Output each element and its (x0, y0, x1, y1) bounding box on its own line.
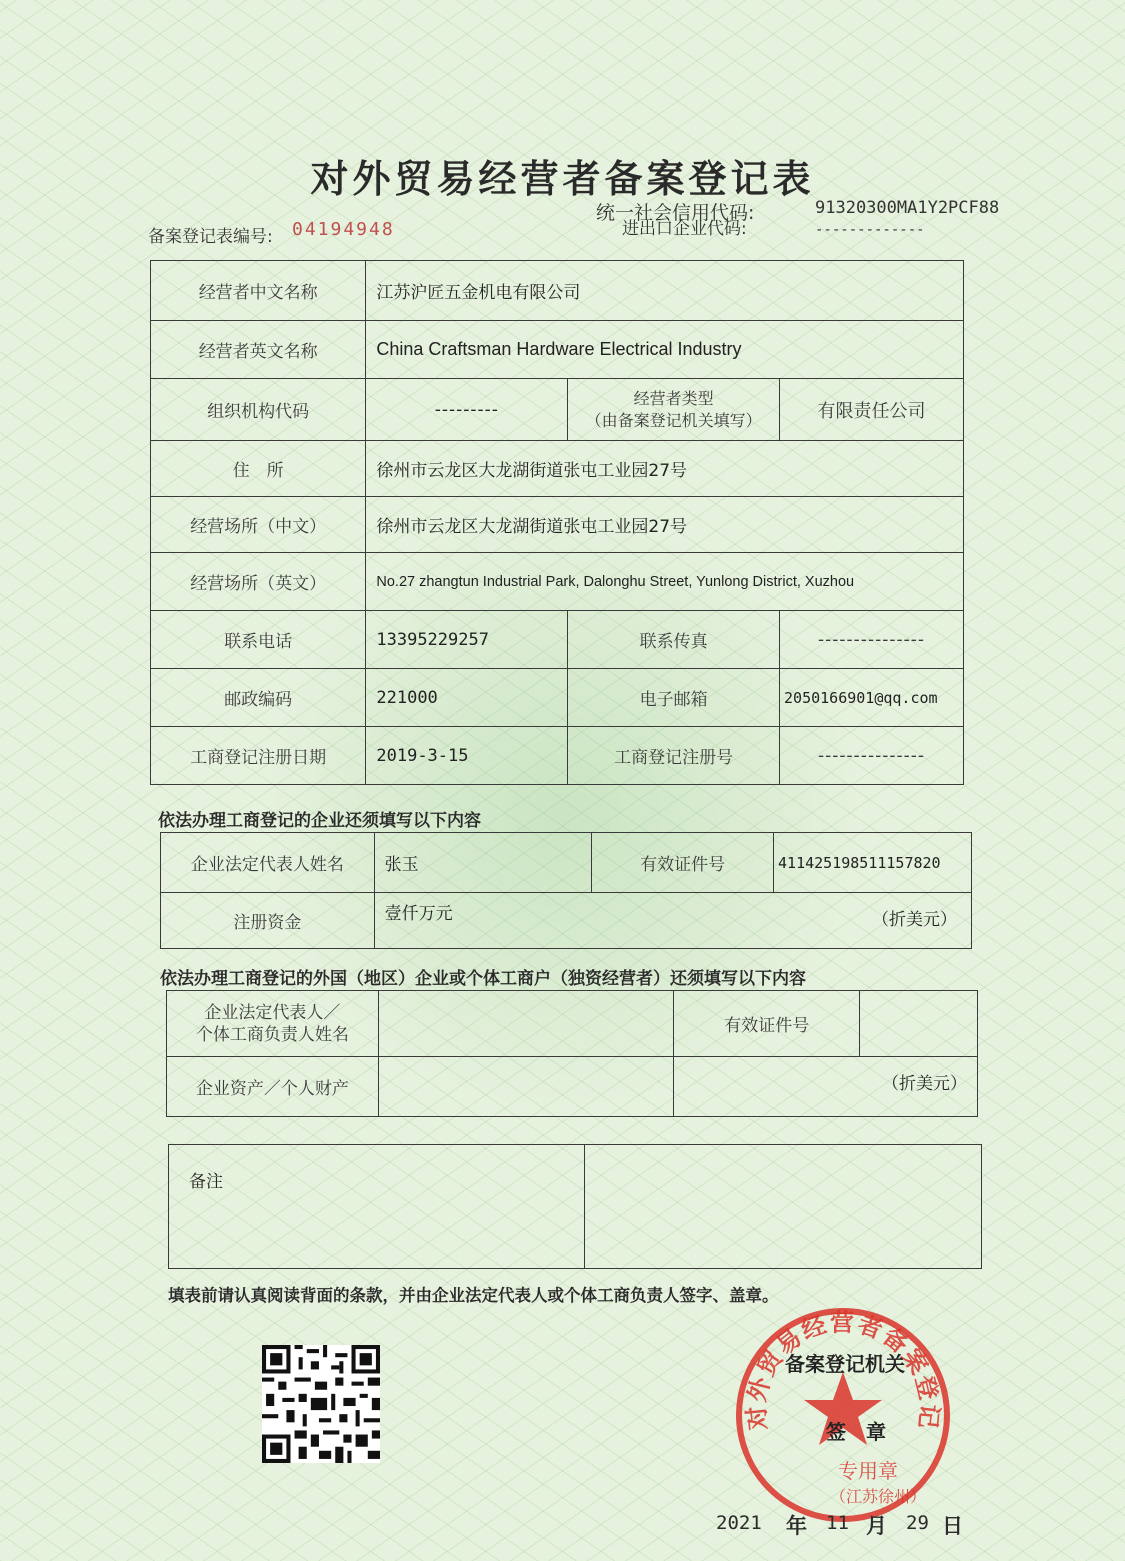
cn-name-value: 江苏沪匠五金机电有限公司 (366, 261, 964, 321)
stamp-sub-text: 专用章 (838, 1459, 898, 1483)
fax-label: 联系传真 (568, 611, 780, 669)
phone-label: 联系电话 (151, 611, 366, 669)
assets-label: 企业资产／个人财产 (167, 1057, 379, 1117)
en-name-label: 经营者英文名称 (151, 321, 366, 379)
site-cn-value: 徐州市云龙区大龙湖街道张屯工业园27号 (366, 497, 964, 553)
date-year-unit: 年 (786, 1514, 807, 1538)
operator-type-label-line1: 经营者类型 (633, 388, 714, 408)
en-name-value: China Craftsman Hardware Electrical Industry (366, 321, 964, 379)
section2-table (166, 990, 978, 1117)
assets-value-left (378, 1057, 674, 1117)
table-row (151, 379, 964, 441)
legal-rep-value: 张玉 (374, 833, 592, 893)
table-row (167, 1057, 978, 1117)
org-code-value: --------- (366, 379, 568, 441)
legal-rep-label: 企业法定代表人姓名 (161, 833, 375, 893)
stamp-arc-text: 对外贸易经营者备案登记 (742, 1308, 944, 1432)
table-row (151, 553, 964, 611)
org-code-label: 组织机构代码 (151, 379, 366, 441)
address-value: 徐州市云龙区大龙湖街道张屯工业园27号 (366, 441, 964, 497)
table-row (151, 669, 964, 727)
id2-label: 有效证件号 (674, 991, 860, 1057)
assets-usd-note: （折美元） (674, 1057, 978, 1117)
id2-value (860, 991, 978, 1057)
reg-number-label: 备案登记表编号: (148, 227, 273, 247)
table-row (169, 1145, 982, 1269)
ie-code-label: 进出口企业代码: (622, 219, 747, 239)
reg-no-value: --------------- (780, 727, 964, 785)
site-en-label: 经营场所（英文） (151, 553, 366, 611)
table-row (151, 611, 964, 669)
credit-code-label: 统一社会信用代码: (596, 202, 755, 224)
operator-type-value: 有限责任公司 (780, 379, 964, 441)
main-form-table (150, 260, 964, 785)
table-row (151, 497, 964, 553)
footer-note: 填表前请认真阅读背面的条款，并由企业法定代表人或个体工商负责人签字、盖章。 (168, 1286, 779, 1305)
cn-name-label: 经营者中文名称 (151, 261, 366, 321)
email-value: 2050166901@qq.com (780, 669, 964, 727)
capital-cell (374, 893, 971, 949)
reg-number: 04194948 (292, 219, 395, 240)
reg-no-label: 工商登记注册号 (568, 727, 780, 785)
table-row (161, 893, 972, 949)
section2-heading: 依法办理工商登记的外国（地区）企业或个体工商户（独资经营者）还须填写以下内容 (160, 969, 806, 989)
operator-type-label (568, 379, 780, 441)
date-month: 11 (826, 1512, 849, 1534)
rep-label-line2: 个体工商负责人姓名 (195, 1024, 349, 1045)
site-cn-label: 经营场所（中文） (151, 497, 366, 553)
rep-value (378, 991, 674, 1057)
page-title: 对外贸易经营者备案登记表 (310, 157, 815, 201)
capital-usd-note: （折美元） (872, 910, 957, 930)
stamp-city-text: （江苏徐州） (829, 1487, 927, 1506)
operator-type-label-line2: （由备案登记机关填写） (585, 410, 762, 430)
rep-label-line1: 企业法定代表人／ (204, 1002, 341, 1023)
id-value: 411425198511157820 (774, 833, 972, 893)
date-day-unit: 日 (942, 1514, 963, 1538)
date-day: 29 (906, 1512, 929, 1534)
rep-label (167, 991, 379, 1057)
table-row (151, 441, 964, 497)
zip-value: 221000 (366, 669, 568, 727)
reg-date-value: 2019-3-15 (366, 727, 568, 785)
date-month-unit: 月 (866, 1514, 887, 1538)
seal-label: 签 章 (826, 1420, 886, 1444)
credit-code: 91320300MA1Y2PCF88 (815, 198, 1000, 218)
table-row (151, 261, 964, 321)
fax-value: --------------- (780, 611, 964, 669)
table-row (151, 727, 964, 785)
capital-label: 注册资金 (161, 893, 375, 949)
table-row (161, 833, 972, 893)
remarks-value (584, 1145, 982, 1269)
capital-value: 壹仟万元 (384, 904, 453, 924)
official-stamp (728, 1300, 958, 1530)
site-en-value: No.27 zhangtun Industrial Park, Dalonghu Street, Yunlong District, Xuzhou (366, 553, 964, 611)
table-row (167, 991, 978, 1057)
reg-date-label: 工商登记注册日期 (151, 727, 366, 785)
zip-label: 邮政编码 (151, 669, 366, 727)
authority-label: 备案登记机关 (785, 1352, 905, 1376)
email-label: 电子邮箱 (568, 669, 780, 727)
remarks-table (168, 1144, 982, 1269)
qr-code (262, 1345, 380, 1463)
section1-table (160, 832, 972, 949)
table-row (151, 321, 964, 379)
remarks-label: 备注 (169, 1145, 585, 1269)
id-label: 有效证件号 (592, 833, 774, 893)
phone-value: 13395229257 (366, 611, 568, 669)
ie-code: ------------- (815, 222, 925, 238)
address-label: 住 所 (151, 441, 366, 497)
date-year: 2021 (716, 1512, 762, 1534)
section1-heading: 依法办理工商登记的企业还须填写以下内容 (158, 811, 481, 831)
